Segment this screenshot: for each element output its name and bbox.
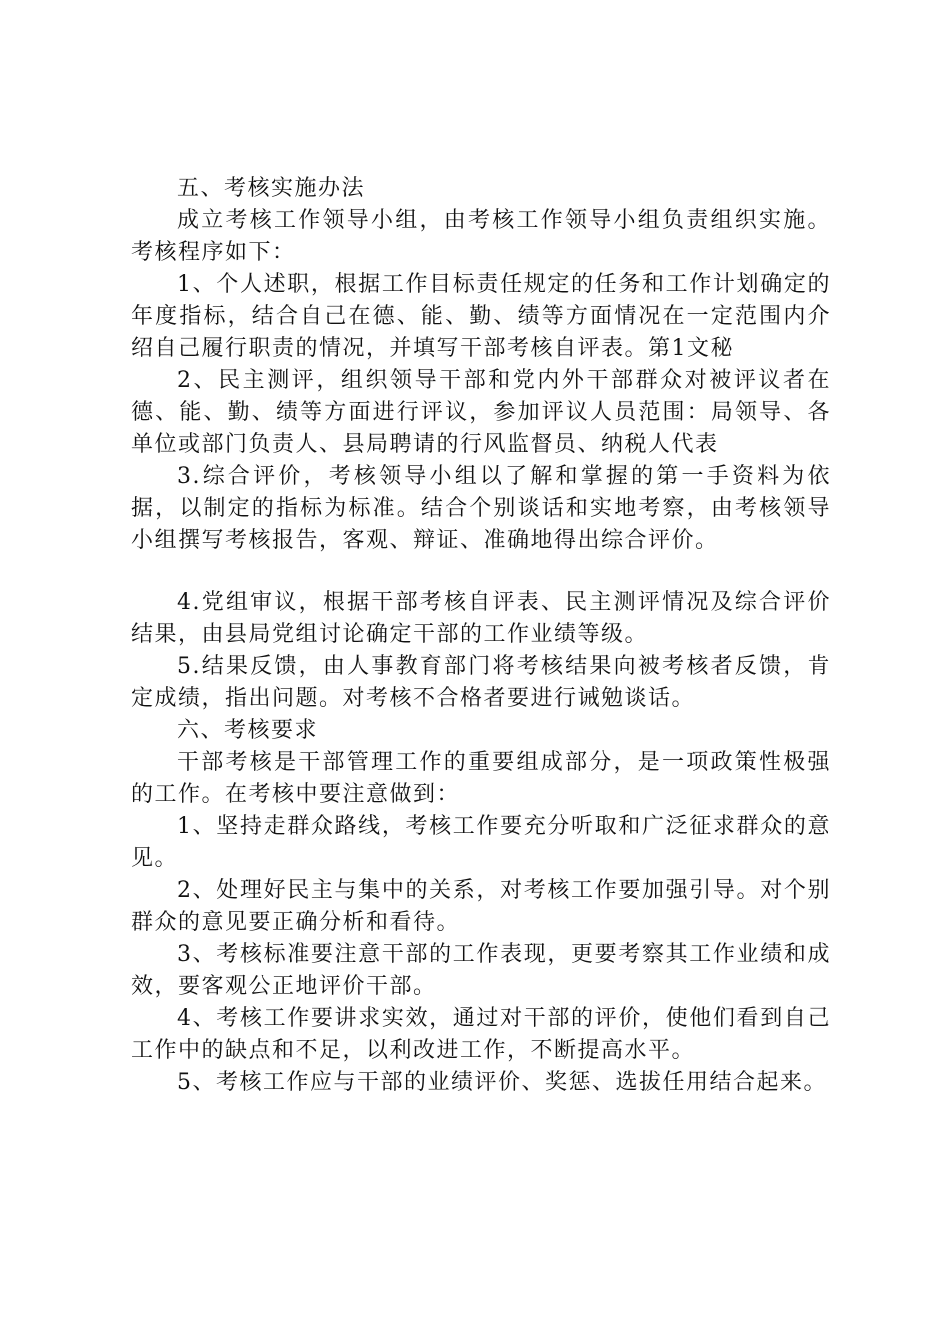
paragraph: 2、民主测评，组织领导干部和党内外干部群众对被评议者在德、能、勤、绩等方面进行评议，参加评议人员范围：局领导、各单位或部门负责人、县局聘请的行风监督员、纳税人代表 — [131, 368, 831, 457]
paragraph: 干部考核是干部管理工作的重要组成部分，是一项政策性极强的工作。在考核中要注意做到： — [131, 750, 831, 807]
section-heading: 六、考核要求 — [177, 718, 319, 743]
paragraph: 5.结果反馈，由人事教育部门将考核结果向被考核者反馈，肯定成绩，指出问题。对考核不合格者要进行诫勉谈话。 — [131, 654, 831, 711]
paragraph: 3.综合评价，考核领导小组以了解和掌握的第一手资料为依据，以制定的指标为标准。结合个别谈话和实地考察，由考核领导小组撰写考核报告，客观、辩证、准确地得出综合评价。 — [131, 464, 831, 553]
paragraph: 1、个人述职，根据工作目标责任规定的任务和工作计划确定的年度指标，结合自己在德、能、勤、绩等方面情况在一定范围内介绍自己履行职责的情况，并填写干部考核自评表。第1文秘 — [131, 272, 831, 361]
paragraph: 2、处理好民主与集中的关系，对考核工作要加强引导。对个别群众的意见要正确分析和看待。 — [131, 878, 831, 935]
paragraph: 成立考核工作领导小组，由考核工作领导小组负责组织实施。考核程序如下： — [131, 208, 831, 265]
paragraph: 5、考核工作应与干部的业绩评价、奖惩、选拔任用结合起来。 — [177, 1070, 827, 1095]
blank-line — [131, 557, 831, 587]
paragraph: 1、坚持走群众路线，考核工作要充分听取和广泛征求群众的意见。 — [131, 814, 831, 871]
paragraph: 3、考核标准要注意干部的工作表现，更要考察其工作业绩和成效，要客观公正地评价干部。 — [131, 942, 831, 999]
paragraph: 4.党组审议，根据干部考核自评表、民主测评情况及综合评价结果，由县局党组讨论确定干部的工作业绩等级。 — [131, 590, 831, 647]
document-body — [131, 173, 831, 1099]
section-heading: 五、考核实施办法 — [177, 176, 366, 201]
paragraph: 4、考核工作要讲求实效，通过对干部的评价，使他们看到自己工作中的缺点和不足，以利改进工作，不断提高水平。 — [131, 1006, 831, 1063]
